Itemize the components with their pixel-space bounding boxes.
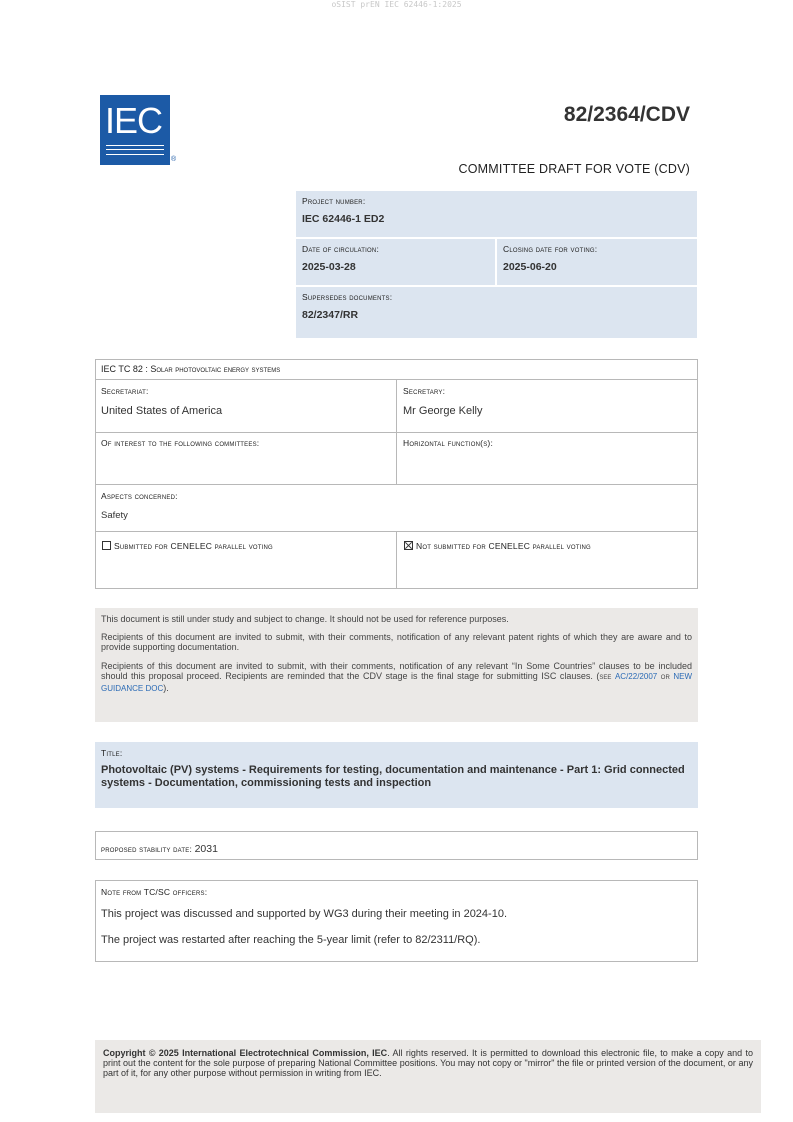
date-circulation: 2025-03-28 [302, 261, 356, 273]
interest-committees-label: Of interest to the following committees: [101, 438, 260, 448]
notice-isc [101, 661, 692, 695]
registered-mark: ® [171, 156, 177, 163]
submitted-option[interactable] [102, 541, 273, 551]
project-info-box [296, 191, 697, 338]
notice-isc-text: Recipients of this document are invited to submit, with their comments, notification of any relevant “In Some Countries” clauses to be included should this proposal proceed. Recipients are reminded that the CDV stage is the final stage for submitting ISC clauses. ( [101, 660, 692, 681]
not-submitted-label: Not submitted for CENELEC parallel voting [416, 541, 591, 551]
not-submitted-option[interactable] [404, 541, 591, 551]
notice-study: This document is still under study and subject to change. It should not be used for reference purposes. [101, 614, 509, 624]
notice-see: see [599, 672, 612, 681]
project-number: IEC 62446-1 ED2 [302, 213, 385, 225]
tc-heading [101, 364, 280, 374]
stability-row [101, 839, 218, 857]
copyright-terms: . All rights reserved. It is permitted to download this electronic file, to make a copy and to print out the content for the sole purpose of preparing National Committee positions. You may not copy or "mirror" the file or printed version of the document, or any part of it, for any other purpose without permission in writing from IEC. [103, 1048, 753, 1078]
tc-prefix: IEC TC 82 : [101, 364, 151, 374]
title-label: Title: [101, 748, 123, 758]
supersedes-cell [296, 287, 697, 338]
ac-22-2007-link[interactable]: AC/22/2007 [614, 672, 658, 681]
note-label: Note from TC/SC officers: [101, 887, 208, 897]
copyright-box [95, 1040, 761, 1113]
stability-label: proposed stability date: [101, 844, 195, 854]
notice-patent: Recipients of this document are invited to submit, with their comments, notification of any relevant patent rights of which they are aware and to provide supporting documentation. [101, 631, 692, 652]
supersedes: 82/2347/RR [302, 309, 359, 321]
document-type: COMMITTEE DRAFT FOR VOTE (CDV) [458, 162, 690, 176]
secretariat-label: Secretariat: [101, 386, 149, 396]
secretary-value: Mr George Kelly [403, 405, 483, 417]
copyright-text [103, 1048, 753, 1078]
aspects-value: Safety [101, 510, 128, 521]
closing-date: 2025-06-20 [503, 261, 557, 273]
date-circulation-label: Date of circulation: [302, 244, 380, 254]
aspects-label: Aspects concerned: [101, 491, 178, 501]
watermark: oSIST prEN IEC 62446-1:2025 [331, 0, 462, 9]
submitted-label: Submitted for CENELEC parallel voting [114, 541, 273, 551]
document-number: 82/2364/CDV [563, 103, 690, 126]
new-guidance-doc-link[interactable]: NEW GUIDANCE DOC [101, 672, 692, 693]
title-box [95, 742, 698, 808]
notice-or: or [660, 672, 670, 681]
date-circulation-cell [296, 239, 495, 285]
copyright-holder: Copyright © 2025 International Electrotechnical Commission, IEC [103, 1048, 388, 1058]
document-title: Photovoltaic (PV) systems - Requirements for testing, documentation and maintenance - Part 1: Grid connected systems - Documentation, commissioning tests and inspection [101, 764, 685, 789]
closing-date-label: Closing date for voting: [503, 244, 598, 254]
secretariat-value: United States of America [101, 405, 223, 417]
notice-end: ). [163, 682, 169, 693]
checkbox-checked-icon[interactable] [404, 541, 413, 550]
secretary-label: Secretary: [403, 386, 446, 396]
checkbox-empty-icon[interactable] [102, 541, 111, 550]
tc-name: Solar photovoltaic energy systems [150, 364, 281, 374]
note-text-1: This project was discussed and supported by WG3 during their meeting in 2024-10. [101, 908, 507, 920]
closing-date-cell [497, 239, 697, 285]
logo-lines [106, 145, 164, 155]
project-number-cell [296, 191, 697, 237]
logo-text: IEC [105, 100, 163, 141]
iec-logo [100, 95, 170, 165]
notice-box [95, 608, 698, 722]
project-number-label: Project number: [302, 196, 366, 206]
horizontal-function-label: Horizontal function(s): [403, 438, 494, 448]
supersedes-label: Supersedes documents: [302, 292, 393, 302]
note-text-2: The project was restarted after reaching the 5-year limit (refer to 82/2311/RQ). [101, 934, 481, 946]
stability-value: 2031 [194, 843, 218, 855]
